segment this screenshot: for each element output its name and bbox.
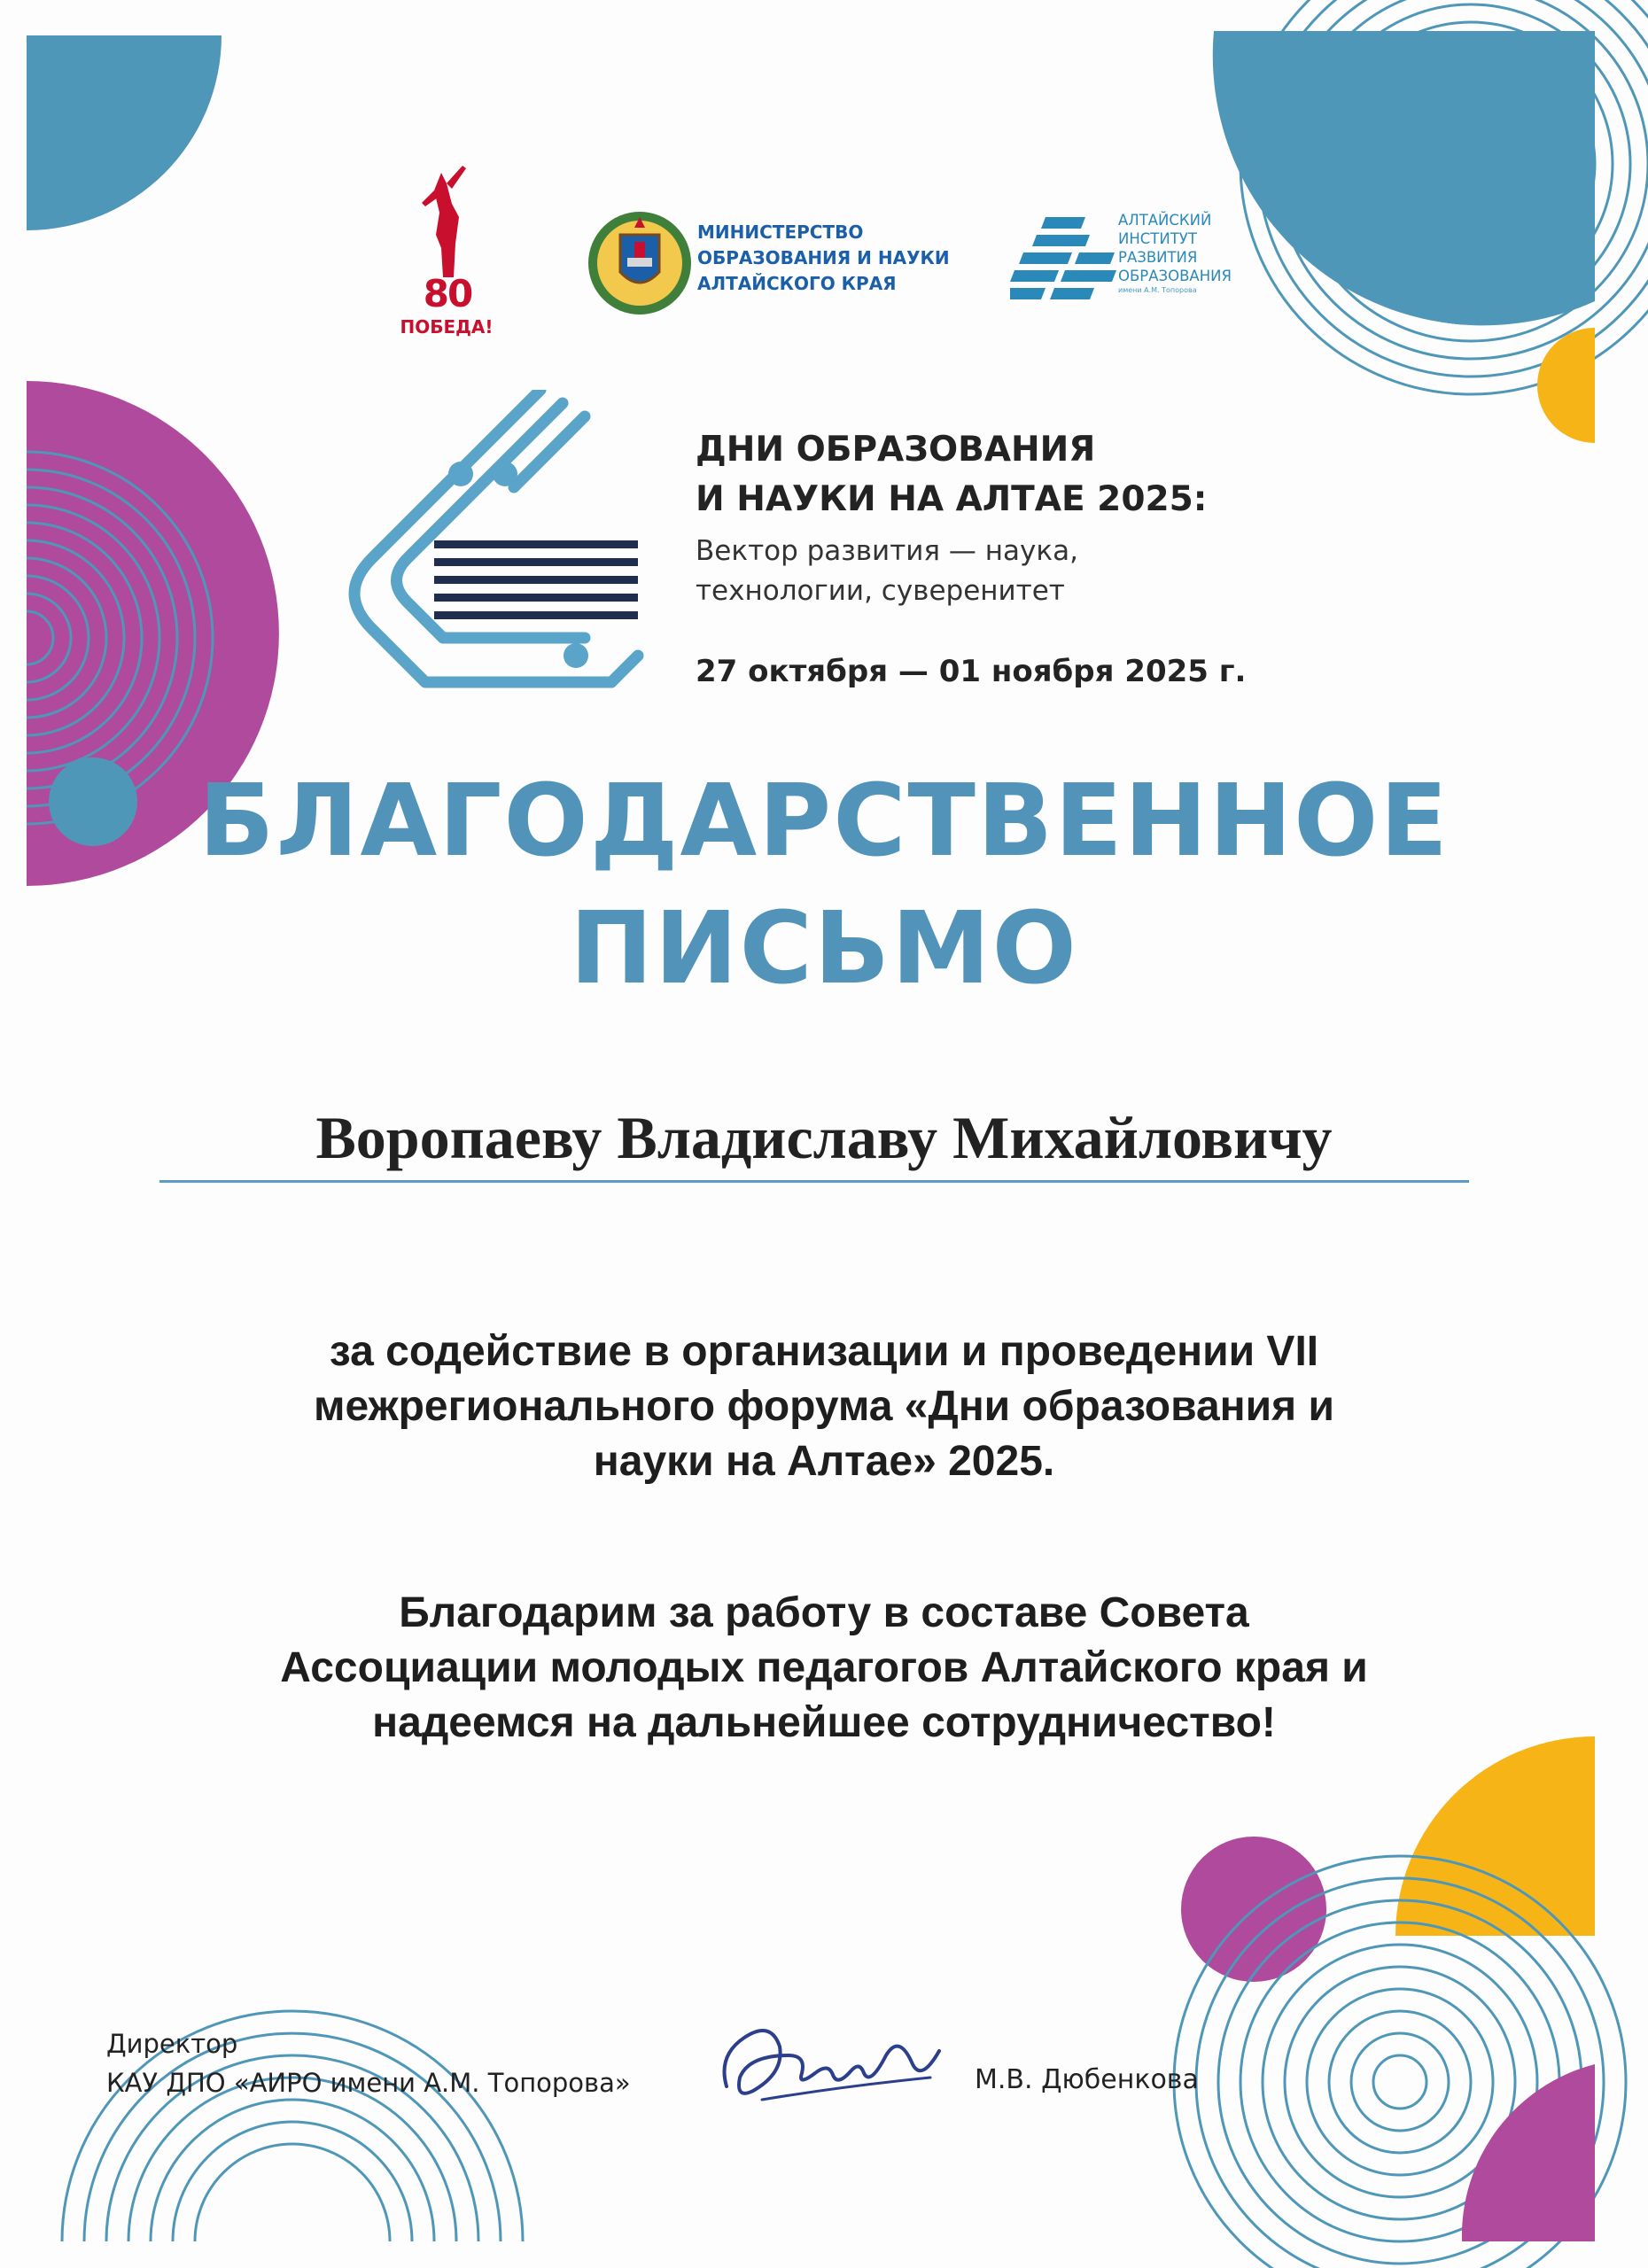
- motherland-statue-icon: [390, 164, 505, 279]
- forum-book-logo-icon: [319, 390, 665, 700]
- reason-line-2: межрегионального форума «Дни образования и: [314, 1383, 1334, 1430]
- forum-dates: 27 октября — 01 ноября 2025 г.: [696, 654, 1247, 689]
- signatory-block: [106, 2024, 727, 2102]
- forum-title-line-1: ДНИ ОБРАЗОВАНИЯ: [696, 430, 1096, 470]
- bottom-right-yellow-shape: [1395, 1736, 1595, 1936]
- forum-subtitle-line-2: технологии, суверенитет: [696, 575, 1065, 607]
- ministry-line-1: МИНИСТЕРСТВО: [697, 221, 864, 243]
- signatory-organization: КАУ ДПО «АИРО имени А.М. Топорова»: [106, 2068, 631, 2098]
- ministry-line-3: АЛТАЙСКОГО КРАЯ: [697, 273, 897, 294]
- ministry-line-2: ОБРАЗОВАНИЯ И НАУКИ: [697, 247, 950, 268]
- institute-name: [1118, 211, 1304, 296]
- recipient-name: Воропаеву Владиславу Михайловичу: [315, 1104, 1333, 1171]
- victory-word: ПОБЕДА!: [400, 316, 494, 338]
- victory-number: 80: [423, 272, 472, 315]
- handwritten-signature: [709, 2002, 957, 2117]
- signatory-name: М.В. Дюбенкова: [975, 2064, 1199, 2095]
- reason-line-3: науки на Алтае» 2025.: [593, 1438, 1055, 1485]
- forum-subtitle: [696, 532, 1316, 611]
- gratitude-message: [159, 1586, 1489, 1751]
- left-teal-dot: [49, 757, 137, 846]
- reason-line-1: за содействие в организации и проведении VII: [329, 1328, 1319, 1375]
- altai-coat-of-arms-icon: [585, 208, 696, 319]
- institute-line-1: АЛТАЙСКИЙ: [1118, 212, 1212, 229]
- top-left-teal-shape: [27, 35, 222, 230]
- recipient-underline: [159, 1180, 1469, 1183]
- institute-line-5: имени А.М. Топорова: [1118, 286, 1197, 294]
- institute-logo-icon: [1010, 213, 1121, 310]
- forum-title-line-2: И НАУКИ НА АЛТАЕ 2025:: [696, 479, 1208, 519]
- institute-line-3: РАЗВИТИЯ: [1118, 249, 1198, 266]
- ministry-name: [697, 220, 954, 297]
- document-title: [159, 757, 1489, 1013]
- forum-subtitle-line-1: Вектор развития — наука,: [696, 535, 1078, 567]
- message-line-1: Благодарим за работу в составе Совета: [399, 1589, 1249, 1636]
- document-title-line-1: БЛАГОДАРСТВЕННОЕ: [198, 764, 1450, 879]
- signatory-position: Директор: [106, 2029, 238, 2059]
- victory-80-logo: [390, 164, 505, 354]
- institute-line-2: ИНСТИТУТ: [1118, 230, 1197, 247]
- gratitude-reason: [177, 1324, 1471, 1489]
- message-line-2: Ассоциации молодых педагогов Алтайского края и: [280, 1644, 1368, 1691]
- document-title-line-2: ПИСЬМО: [570, 891, 1078, 1006]
- institute-line-4: ОБРАЗОВАНИЯ: [1118, 268, 1232, 284]
- message-line-3: надеемся на дальнейшее сотрудничество!: [372, 1699, 1276, 1746]
- forum-title: [696, 425, 1316, 524]
- bottom-right-magenta-shape: [1462, 2064, 1595, 2241]
